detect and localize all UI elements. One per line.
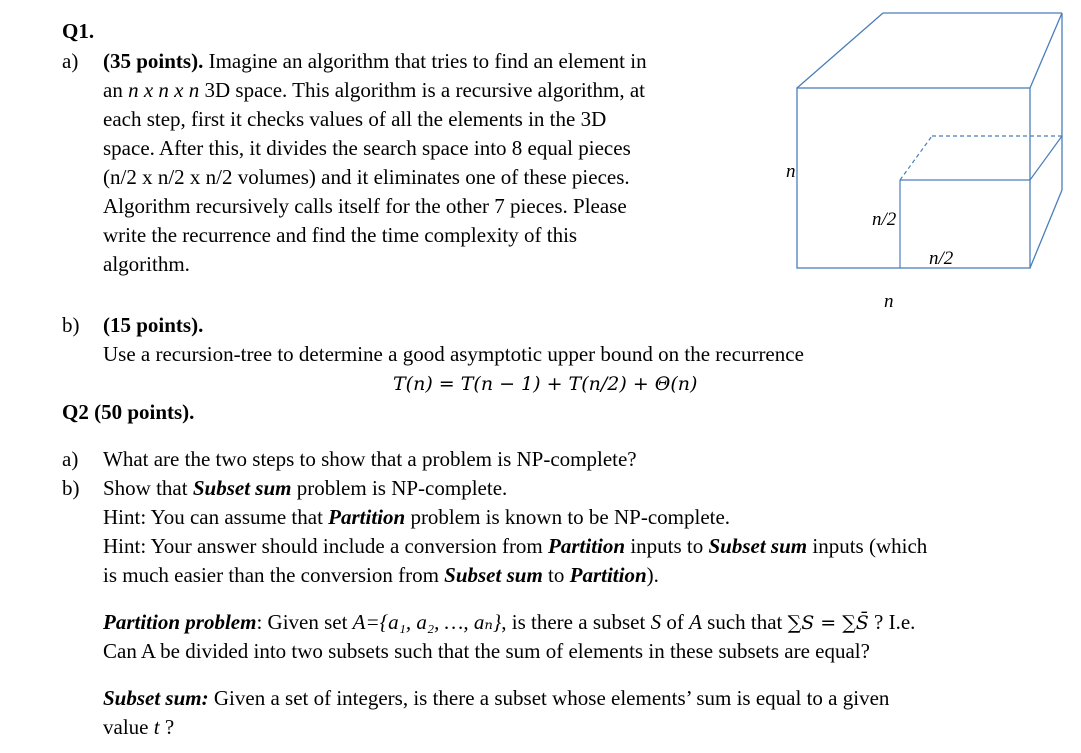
q2b-hint-1-post: problem is known to be NP-complete. [405, 505, 731, 529]
q1a-line-1 [103, 47, 647, 76]
subset-def-line-2-pre: value [103, 715, 154, 739]
partition-def-ie: ? I.e. [868, 610, 916, 634]
q2a-marker: a) [62, 447, 79, 471]
cube-front-face [797, 88, 1030, 268]
q2b-hint-3 [103, 561, 659, 590]
q2b-hint-1 [103, 503, 730, 532]
q2b-hint-3-subset: Subset sum [444, 563, 543, 587]
q1b-recurrence: T(n) = T(n − 1) + T(n/2) + Θ(n) [393, 373, 698, 395]
q1a-line-6: Algorithm recursively calls itself for the other 7 pieces. Please [103, 194, 627, 218]
q1a-line-8: algorithm. [103, 252, 190, 276]
subset-def-text: Given a set of integers, is there a subset whose elements’ sum is equal to a given [208, 686, 890, 710]
q1a-line-2-post: 3D space. This algorithm is a recursive algorithm, at [199, 78, 645, 102]
q2b-hint-3-mid: to [542, 563, 570, 587]
partition-def-sum-equation: ∑S = ∑S̄ [787, 612, 869, 634]
q2b-subset-sum: Subset sum [192, 476, 292, 500]
q1a-marker: a) [62, 49, 79, 73]
q1-heading: Q1. [62, 19, 95, 43]
q2a-text: What are the two steps to show that a problem is NP-complete? [103, 447, 637, 471]
q1a-line-4: space. After this, it divides the search space into 8 equal pieces [103, 136, 631, 160]
inner-cube-top-right-edge [1030, 136, 1062, 180]
cube-label-half-inner: n/2 [872, 209, 897, 230]
subset-def-t: t [153, 715, 160, 739]
cube-label-half-bottom: n/2 [929, 248, 954, 269]
q2b-line-1 [103, 474, 507, 503]
cube-top-right-edge [1030, 13, 1062, 88]
q1b-line-1: Use a recursion-tree to determine a good asymptotic upper bound on the recurrence [103, 342, 804, 366]
q1a-points: (35 points). [103, 49, 204, 73]
q1a-line-1-text: Imagine an algorithm that tries to find an element in [203, 49, 647, 73]
q2b-hint-2-post: inputs (which [807, 534, 928, 558]
q1a-line-3: each step, first it checks values of all the elements in the 3D [103, 107, 607, 131]
q2b-hint-3-partition: Partition [569, 563, 647, 587]
q2b-hint-1-pre: Hint: You can assume that [103, 505, 329, 529]
q2b-hint-1-partition: Partition [328, 505, 406, 529]
q1a-line-2 [103, 76, 645, 105]
subset-def-line-2 [103, 713, 174, 742]
cube-edges [797, 13, 1062, 268]
q2b-hint-3-pre: is much easier than the conversion from [103, 563, 445, 587]
partition-def-such: such that [701, 610, 788, 634]
partition-def-line-1 [103, 608, 915, 638]
q2b-hint-2-subset: Subset sum [708, 534, 808, 558]
q1a-line-7: write the recurrence and find the time complexity of this [103, 223, 578, 247]
partition-def-a: A [689, 610, 702, 634]
partition-def-set: A={a₁, a₂, …, aₙ} [352, 610, 502, 634]
q1a-line-2-pre: an [103, 78, 129, 102]
cube-diagram [760, 0, 1081, 330]
q1b-points: (15 points). [103, 313, 204, 337]
cube-label-n-side: n [786, 161, 796, 182]
q2b-hint-2 [103, 532, 927, 561]
subset-def-term: Subset sum: [103, 686, 209, 710]
q2-heading: Q2 (50 points). [62, 400, 195, 424]
q2b-hint-2-partition: Partition [548, 534, 626, 558]
cube-bottom-right-edge [1030, 190, 1062, 268]
q2b-hint-3-post: ). [646, 563, 659, 587]
partition-def-line-2: Can A be divided into two subsets such that the sum of elements in these subsets are equal? [103, 639, 870, 663]
cube-top-left-edge [797, 13, 883, 88]
partition-def-mid: , is there a subset [501, 610, 651, 634]
q2b-text-post: problem is NP-complete. [291, 476, 508, 500]
q2b-hint-2-pre: Hint: Your answer should include a conversion from [103, 534, 549, 558]
cube-label-n-bottom: n [884, 291, 894, 312]
q1a-line-5: (n/2 x n/2 x n/2 volumes) and it eliminates one of these pieces. [103, 165, 630, 189]
q2b-hint-2-mid: inputs to [625, 534, 709, 558]
partition-def-colon: : Given set [256, 610, 353, 634]
q2b-text-pre: Show that [103, 476, 193, 500]
q1a-dims: n x n x n [128, 78, 200, 102]
subset-def-line-2-post: ? [159, 715, 175, 739]
partition-def-of: of [661, 610, 690, 634]
partition-def-term: Partition problem [103, 610, 257, 634]
q1b-marker: b) [62, 313, 80, 337]
q2b-marker: b) [62, 476, 80, 500]
subset-def-line-1 [103, 684, 889, 713]
inner-cube-left-diag-dashed [900, 136, 932, 180]
partition-def-s: S [650, 610, 662, 634]
